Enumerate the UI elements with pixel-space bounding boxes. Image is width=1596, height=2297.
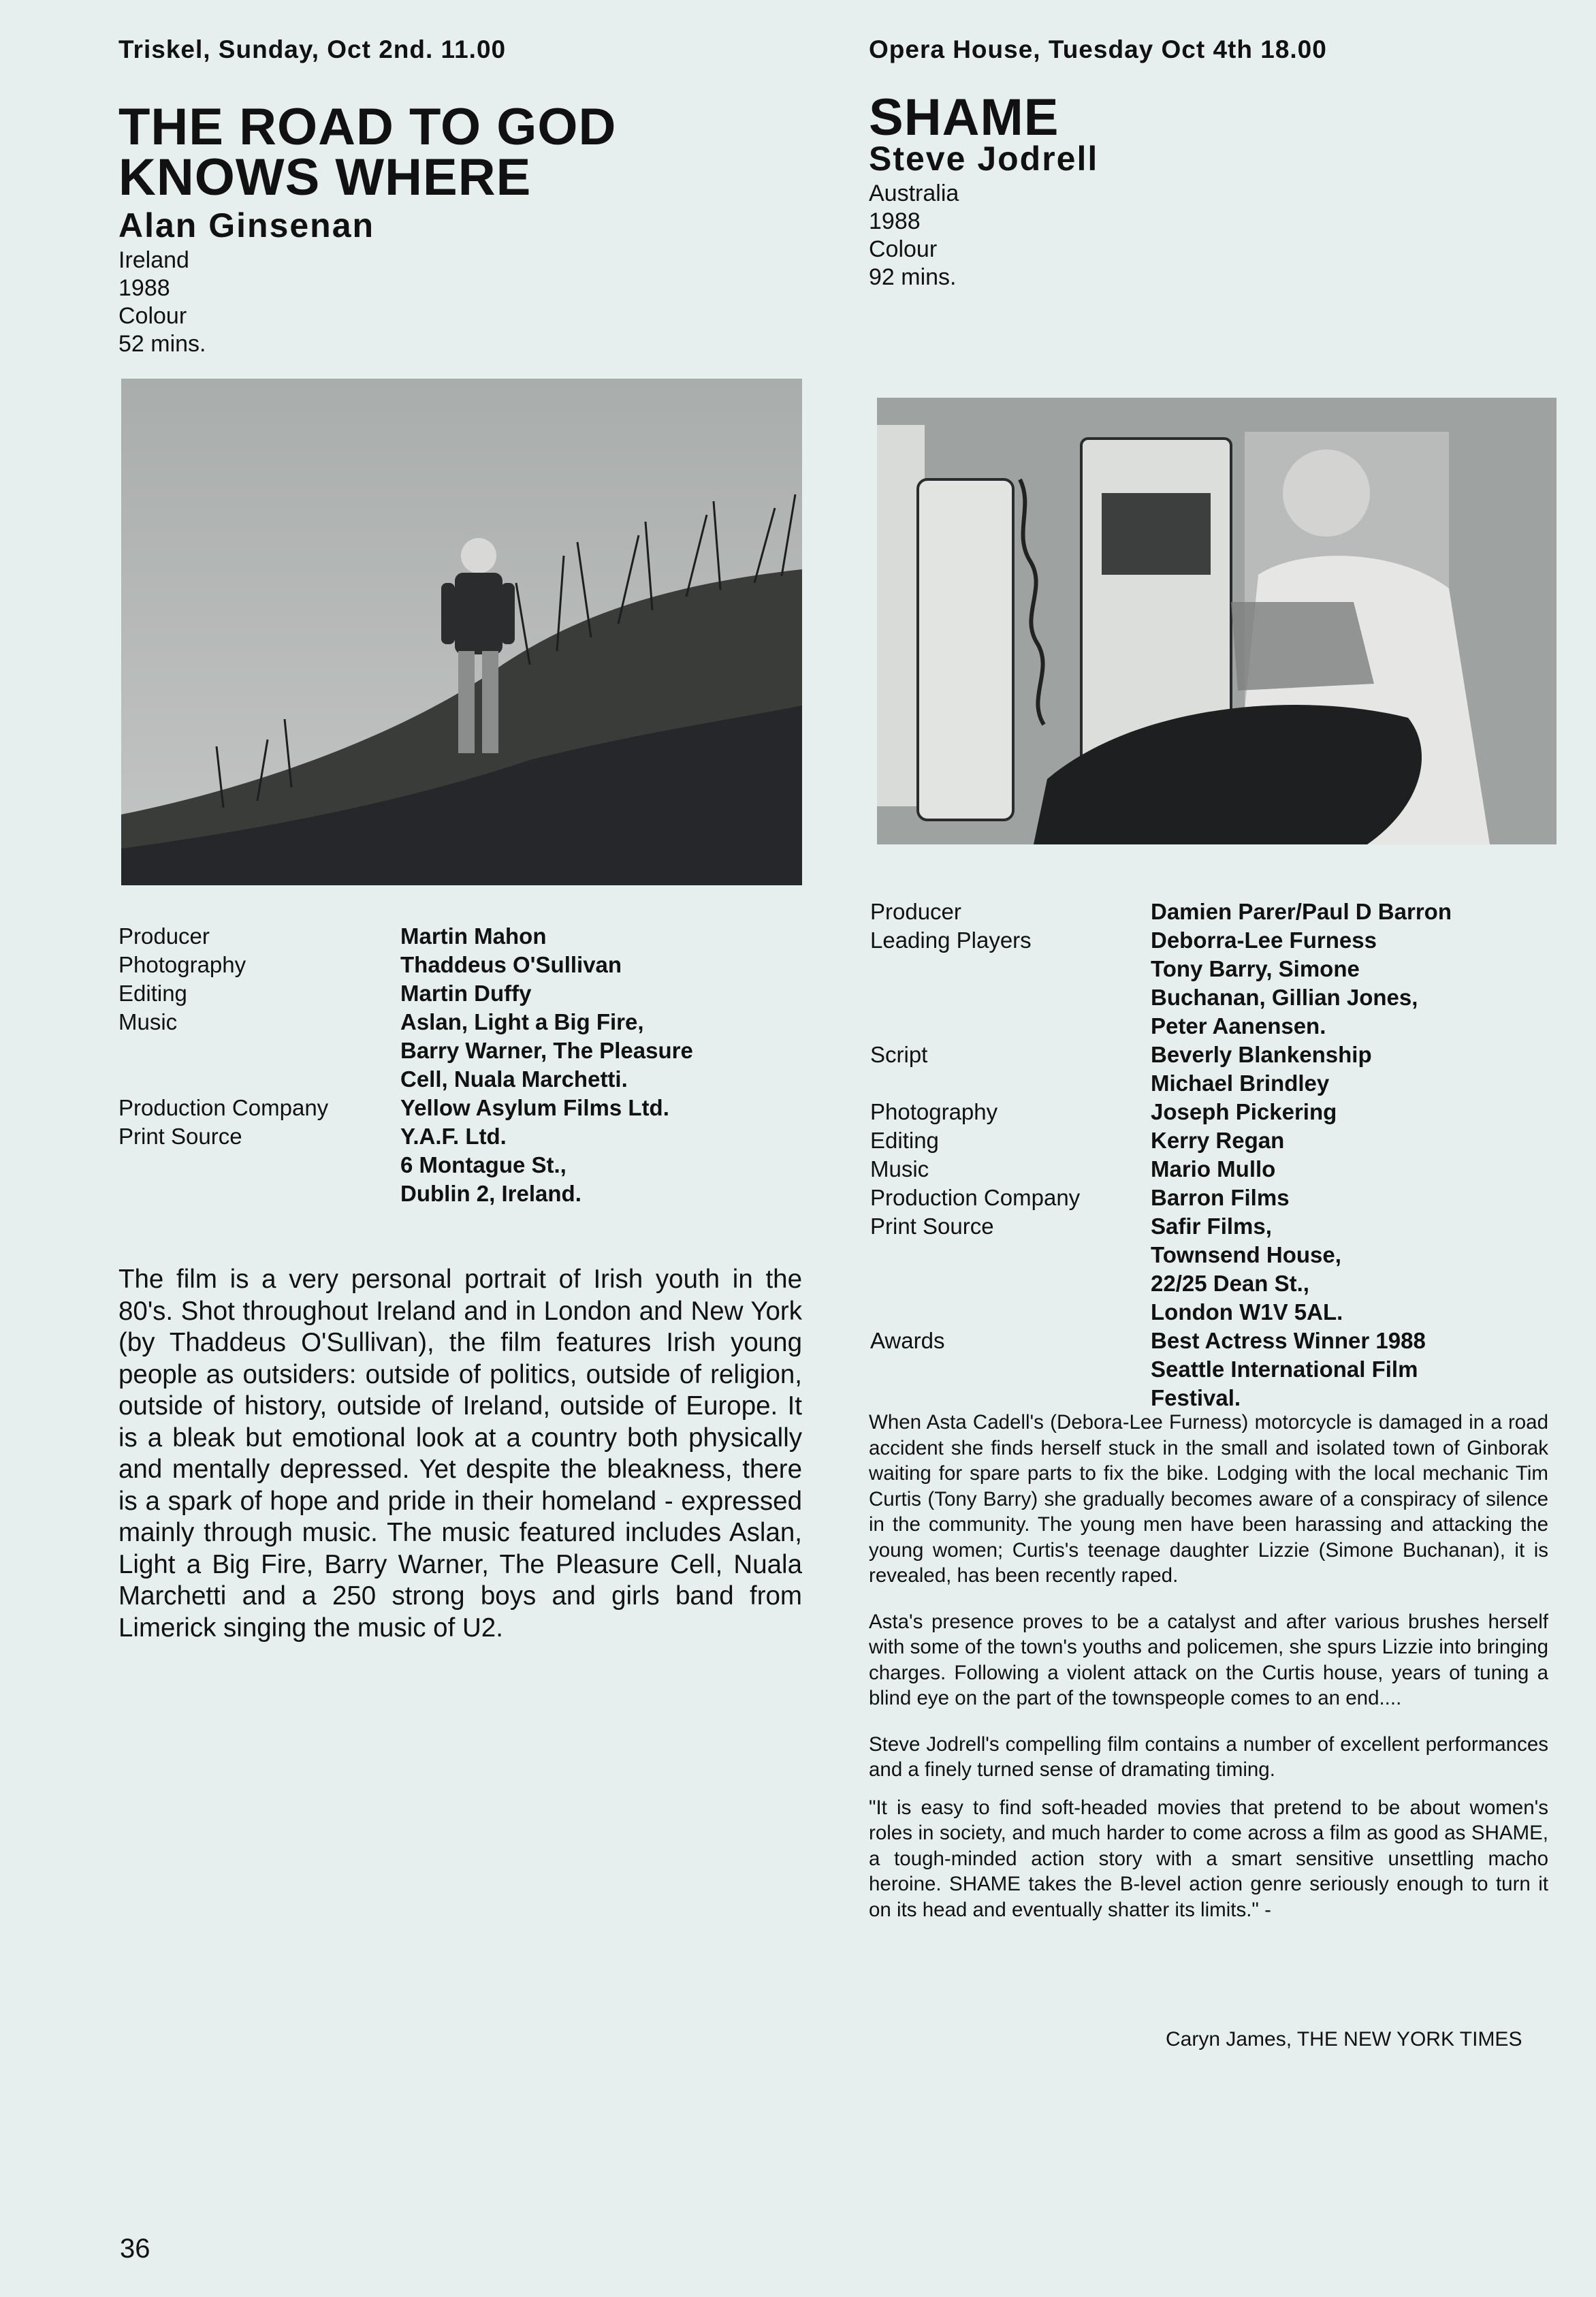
page-number: 36: [120, 2234, 150, 2264]
credit-row: [118, 1122, 242, 1151]
credit-role: Editing: [118, 981, 187, 1006]
credit-value: Barron Films: [1151, 1185, 1290, 1210]
credit-value: Y.A.F. Ltd. 6 Montague St., Dublin 2, Ireland.: [400, 1124, 581, 1206]
director: Steve Jodrell: [869, 140, 1099, 178]
film-meta: [118, 247, 206, 358]
film-still-woman-at-petrol-pump: [877, 398, 1557, 844]
credit-value: Thaddeus O'Sullivan: [400, 952, 622, 977]
film-meta: [869, 180, 959, 291]
credit-value: Aslan, Light a Big Fire, Barry Warner, The Pleasure Cell, Nuala Marchetti.: [400, 1009, 693, 1092]
credit-value: Deborra-Lee Furness Tony Barry, Simone Buchanan, Gillian Jones, Peter Aanensen.: [1151, 928, 1418, 1039]
credit-role: Print Source: [118, 1124, 242, 1149]
country: Australia: [869, 180, 959, 206]
credit-value: Yellow Asylum Films Ltd.: [400, 1095, 669, 1120]
year: 1988: [869, 208, 921, 234]
quote-attribution: Caryn James, THE NEW YORK TIMES: [1166, 2028, 1522, 2050]
film-still-child-on-hill: [121, 379, 802, 885]
credit-value: Safir Films, Townsend House, 22/25 Dean St., London W1V 5AL.: [1151, 1214, 1343, 1325]
screening-info: Opera House, Tuesday Oct 4th 18.00: [869, 35, 1327, 63]
synopsis: [869, 1410, 1548, 1943]
credit-role: Photography: [870, 1099, 998, 1124]
credit-role: Music: [870, 1156, 929, 1182]
credit-value: Damien Parer/Paul D Barron: [1151, 899, 1452, 924]
country: Ireland: [118, 247, 189, 273]
credit-value: Martin Mahon: [400, 923, 547, 949]
screening-info: Triskel, Sunday, Oct 2nd. 11.00: [118, 35, 507, 63]
credit-role: Awards: [870, 1328, 945, 1353]
runtime: 52 mins.: [118, 331, 206, 357]
synopsis-paragraph: Steve Jodrell's compelling film contains a number of excellent performances and a finely turned sense of dramating timing.: [869, 1732, 1548, 1781]
credit-role: Print Source: [870, 1214, 994, 1239]
format: Colour: [118, 303, 187, 329]
film-title-line2: KNOWS WHERE: [118, 148, 532, 206]
credit-row: [118, 1008, 177, 1036]
film-title: SHAME: [869, 89, 1059, 146]
credit-role: Producer: [118, 923, 210, 949]
credit-value: Best Actress Winner 1988 Seattle International Film Festival.: [1151, 1328, 1426, 1410]
runtime: 92 mins.: [869, 264, 957, 290]
credit-role: Editing: [870, 1128, 939, 1153]
review-quote: "It is easy to find soft-headed movies that pretend to be about women's roles in society, and much harder to come across a film as good as SHAME, a tough-minded action story with a smart sensitive unsettling macho heroine. SHAME takes the B-level action genre seriously enough to turn it on its head and eventually shatter its limits." -: [869, 1796, 1548, 1921]
credit-row: [118, 1094, 328, 1122]
credit-value: Joseph Pickering: [1151, 1099, 1337, 1124]
credit-role: Producer: [870, 899, 961, 924]
year: 1988: [118, 275, 170, 301]
credit-row: [118, 922, 210, 951]
credit-role: Script: [870, 1042, 928, 1067]
credit-value: Beverly Blankenship Michael Brindley: [1151, 1042, 1372, 1096]
credit-value: Kerry Regan: [1151, 1128, 1285, 1153]
credit-role: Production Company: [870, 1185, 1081, 1210]
credit-role: Production Company: [118, 1095, 329, 1120]
director: Alan Ginsenan: [118, 206, 375, 244]
credit-value: Mario Mullo: [1151, 1156, 1276, 1182]
credit-role: Photography: [118, 952, 246, 977]
film-title-line1: THE ROAD TO GOD: [118, 98, 617, 156]
synopsis-paragraph: Asta's presence proves to be a catalyst and after various brushes herself with some of the town's youths and policemen, she spurs Lizzie into bringing charges. Following a violent attack on the Curtis house, years of tuning a blind eye on the part of the townspeople comes to an end....: [869, 1610, 1548, 1709]
credit-value: Martin Duffy: [400, 981, 532, 1006]
credit-role: Leading Players: [870, 928, 1032, 953]
credit-row: [118, 951, 246, 979]
format: Colour: [869, 236, 938, 262]
credit-row: [118, 979, 187, 1008]
credit-role: Music: [118, 1009, 178, 1034]
synopsis: The film is a very personal portrait of Irish youth in the 80's. Shot throughout Ireland and in London and New York (by Thaddeus O'Sullivan), the film features Irish young people as outsiders: outside of politics, outside of religion, outside of history, outside of Ireland, outside of Europe. It is a bleak but emotional look at a country both physically and mentally depressed. Yet despite the bleakness, there is a spark of hope and pride in their homeland - expressed mainly through music. The music featured includes Aslan, Light a Big Fire, Barry Warner, The Pleasure Cell, Nuala Marchetti and a 250 strong boys and girls band from Limerick singing the music of U2.: [118, 1265, 802, 1643]
synopsis-paragraph: When Asta Cadell's (Debora-Lee Furness) motorcycle is damaged in a road accident she finds herself stuck in the small and isolated town of Ginborak waiting for spare parts to fix the bike. Lodging with the local mechanic Tim Curtis (Tony Barry) she gradually becomes aware of a conspiracy of silence in the community. The young men have been harassing and attacking the young women; Curtis's teenage daughter Lizzie (Simone Buchanan), it is revealed, has been recently raped.: [869, 1411, 1548, 1587]
